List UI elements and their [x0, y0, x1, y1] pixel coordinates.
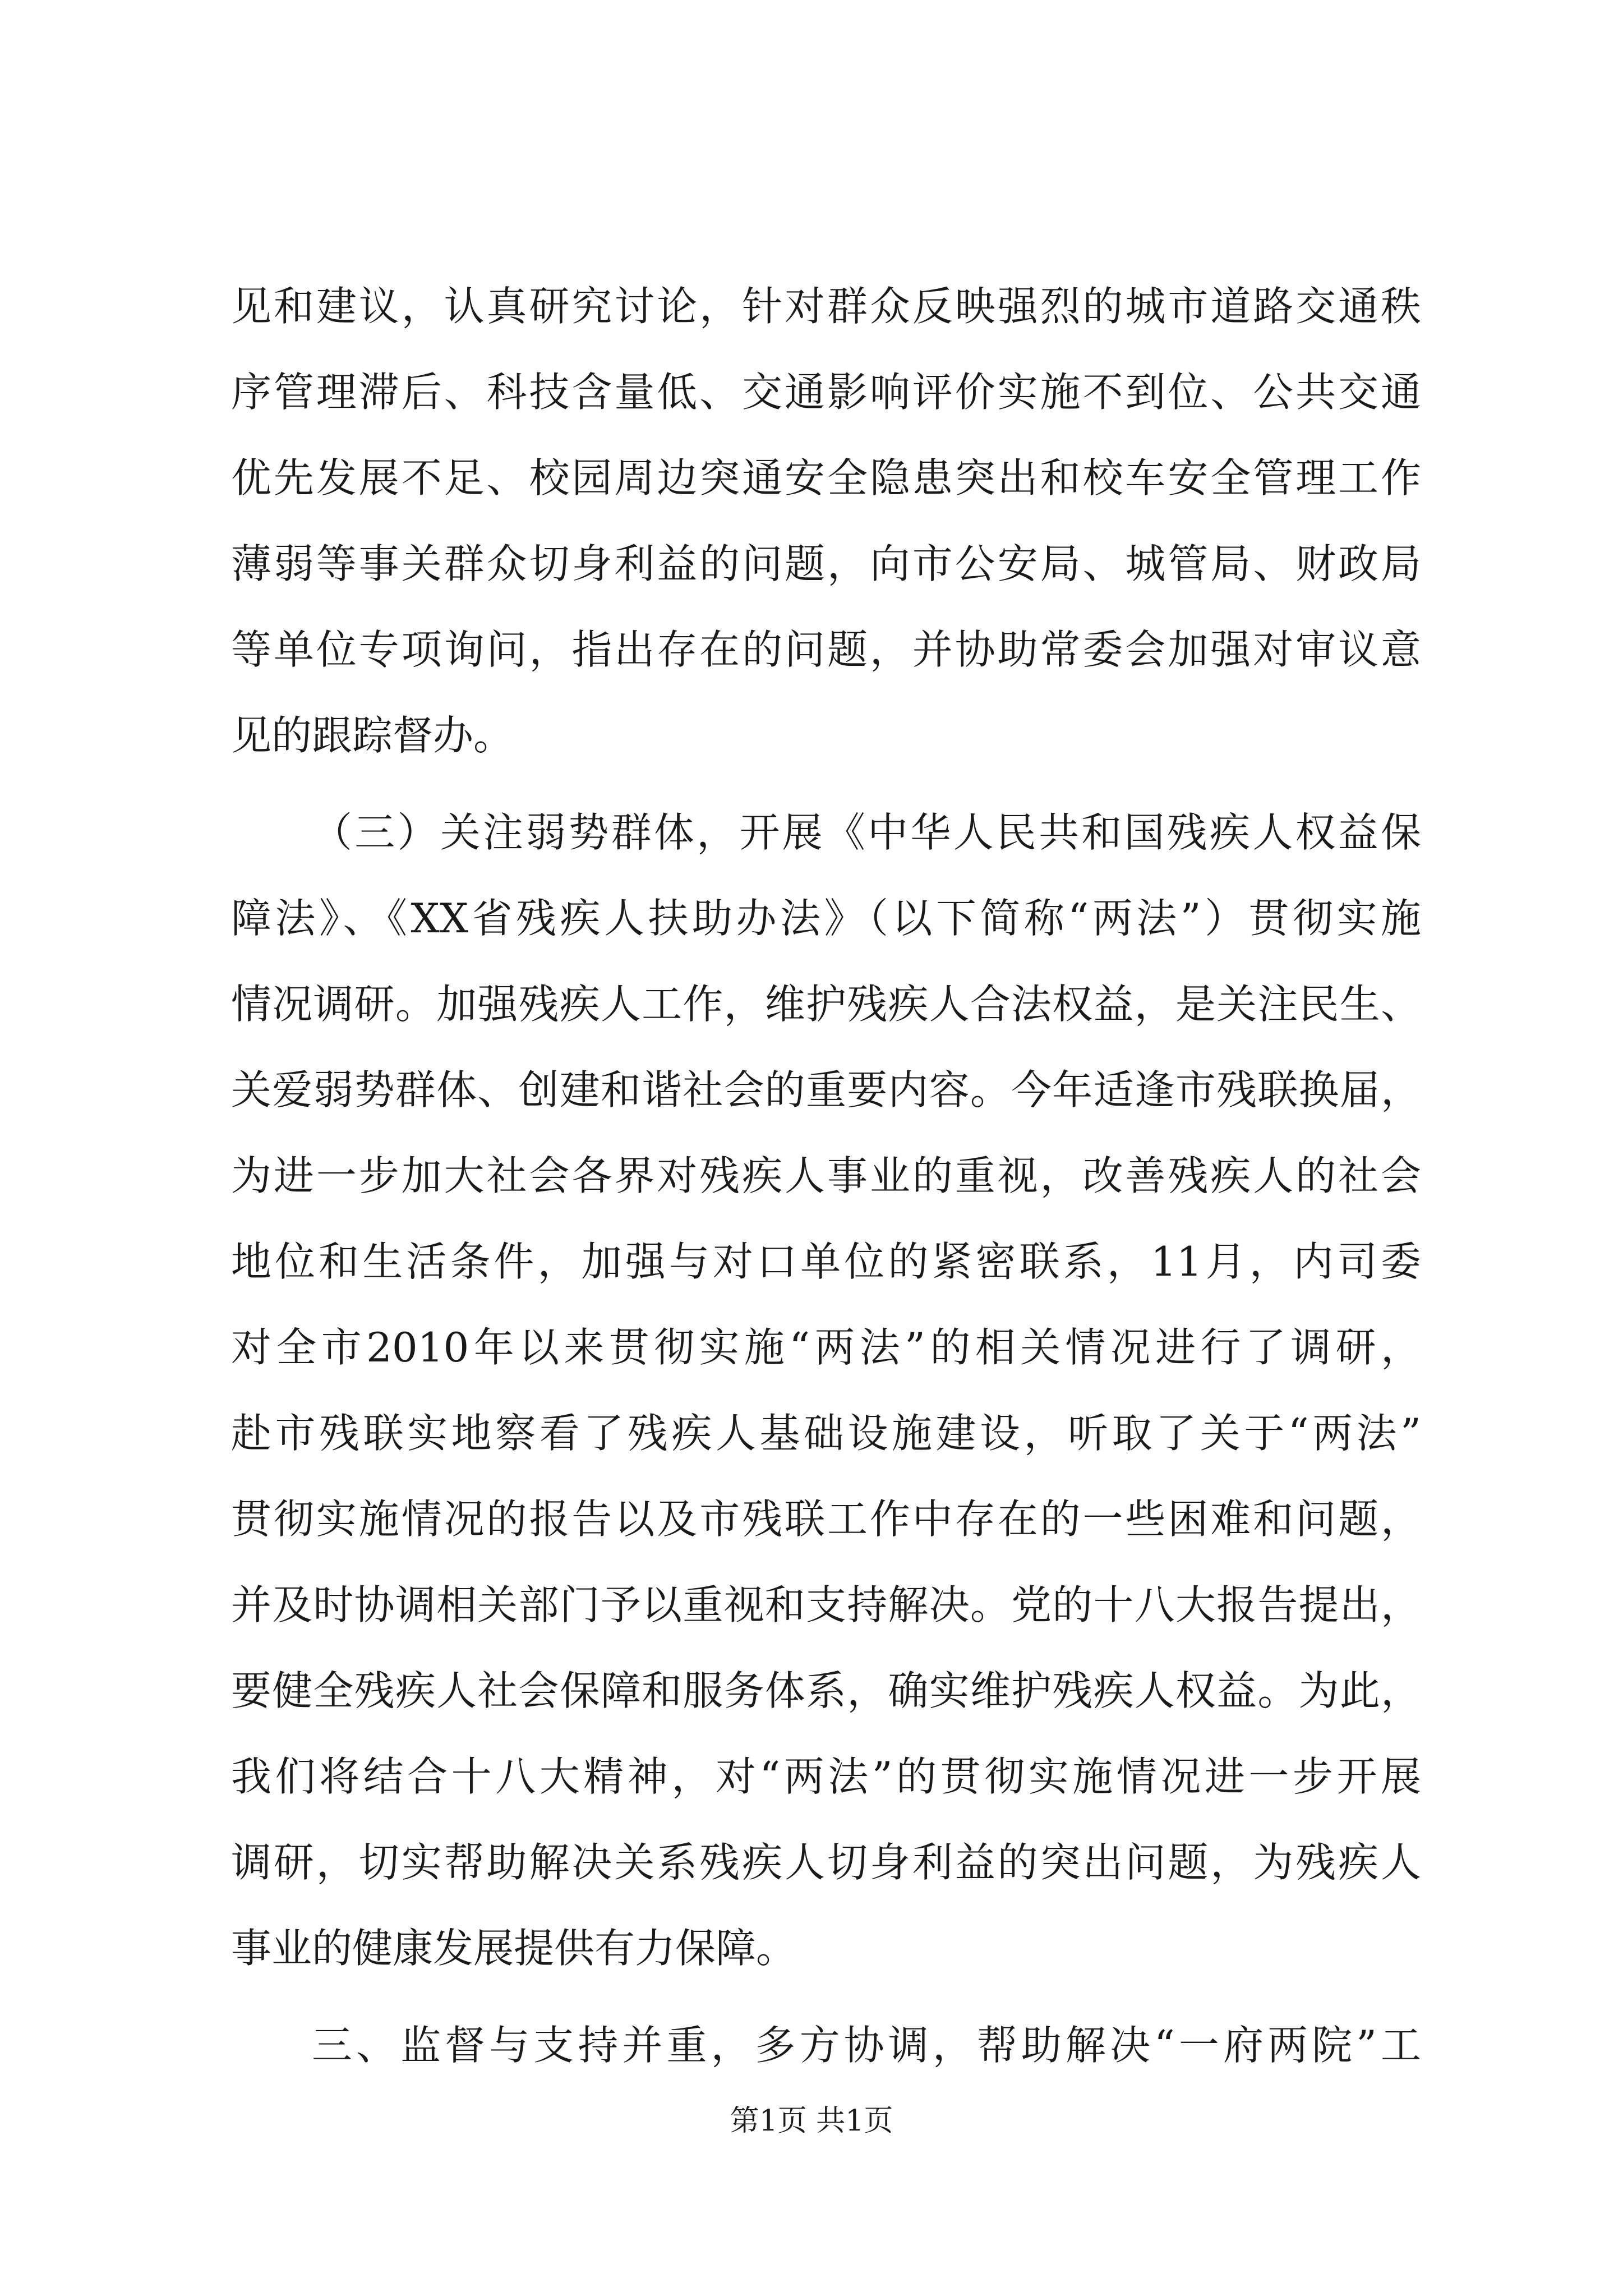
paragraph-gap [231, 1991, 1421, 2003]
text-line: 事业的健康发展提供有力保障。 [231, 1925, 797, 1972]
page-number-footer: 第1页 共1页 [730, 2104, 893, 2138]
text-line: 赴市残联实地察看了残疾人基础设施建设，听取了关于“两法” [231, 1410, 1421, 1457]
paragraph-1 [231, 264, 1421, 779]
document-body [231, 264, 1421, 2088]
text-line: （三）关注弱势群体，开展《中华人民共和国残疾人权益保 [312, 809, 1421, 856]
text-line: 调研，切实帮助解决关系残疾人切身利益的突出问题，为残疾人 [231, 1839, 1421, 1886]
text-line: 等单位专项询问，指出存在的问题，并协助常委会加强对审议意 [231, 626, 1421, 673]
text-line: 地位和生活条件，加强与对口单位的紧密联系，11月，内司委 [231, 1238, 1421, 1285]
text-line: 障法》、《XX省残疾人扶助办法》（以下简称“两法”）贯彻实施 [231, 895, 1421, 942]
text-line: 序管理滞后、科技含量低、交通影响评价实施不到位、公共交通 [231, 369, 1421, 416]
text-line: 对全市2010年以来贯彻实施“两法”的相关情况进行了调研， [231, 1324, 1421, 1371]
text-line: 并及时协调相关部门予以重视和支持解决。党的十八大报告提出， [231, 1581, 1421, 1628]
text-line: 情况调研。加强残疾人工作，维护残疾人合法权益，是关注民生、 [231, 981, 1421, 1028]
text-line: 见的跟踪督办。 [231, 712, 514, 759]
text-line: 三、监督与支持并重，多方协调，帮助解决“一府两院”工 [312, 2022, 1421, 2069]
text-line: 为进一步加大社会各界对残疾人事业的重视，改善残疾人的社会 [231, 1152, 1421, 1199]
text-line: 要健全残疾人社会保障和服务体系，确实维护残疾人权益。为此， [231, 1667, 1421, 1714]
text-line: 关爱弱势群体、创建和谐社会的重要内容。今年适逢市残联换届， [231, 1066, 1421, 1114]
text-line: 薄弱等事关群众切身利益的问题，向市公安局、城管局、财政局 [231, 540, 1421, 587]
paragraph-gap [231, 779, 1421, 790]
text-line: 优先发展不足、校园周边突通安全隐患突出和校车安全管理工作 [231, 454, 1421, 501]
text-line: 贯彻实施情况的报告以及市残联工作中存在的一些困难和问题， [231, 1496, 1421, 1543]
text-line: 见和建议，认真研究讨论，针对群众反映强烈的城市道路交通秩 [231, 283, 1421, 330]
text-line: 我们将结合十八大精神，对“两法”的贯彻实施情况进一步开展 [231, 1753, 1421, 1800]
paragraph-2 [231, 790, 1421, 1991]
paragraph-3 [231, 2003, 1421, 2088]
